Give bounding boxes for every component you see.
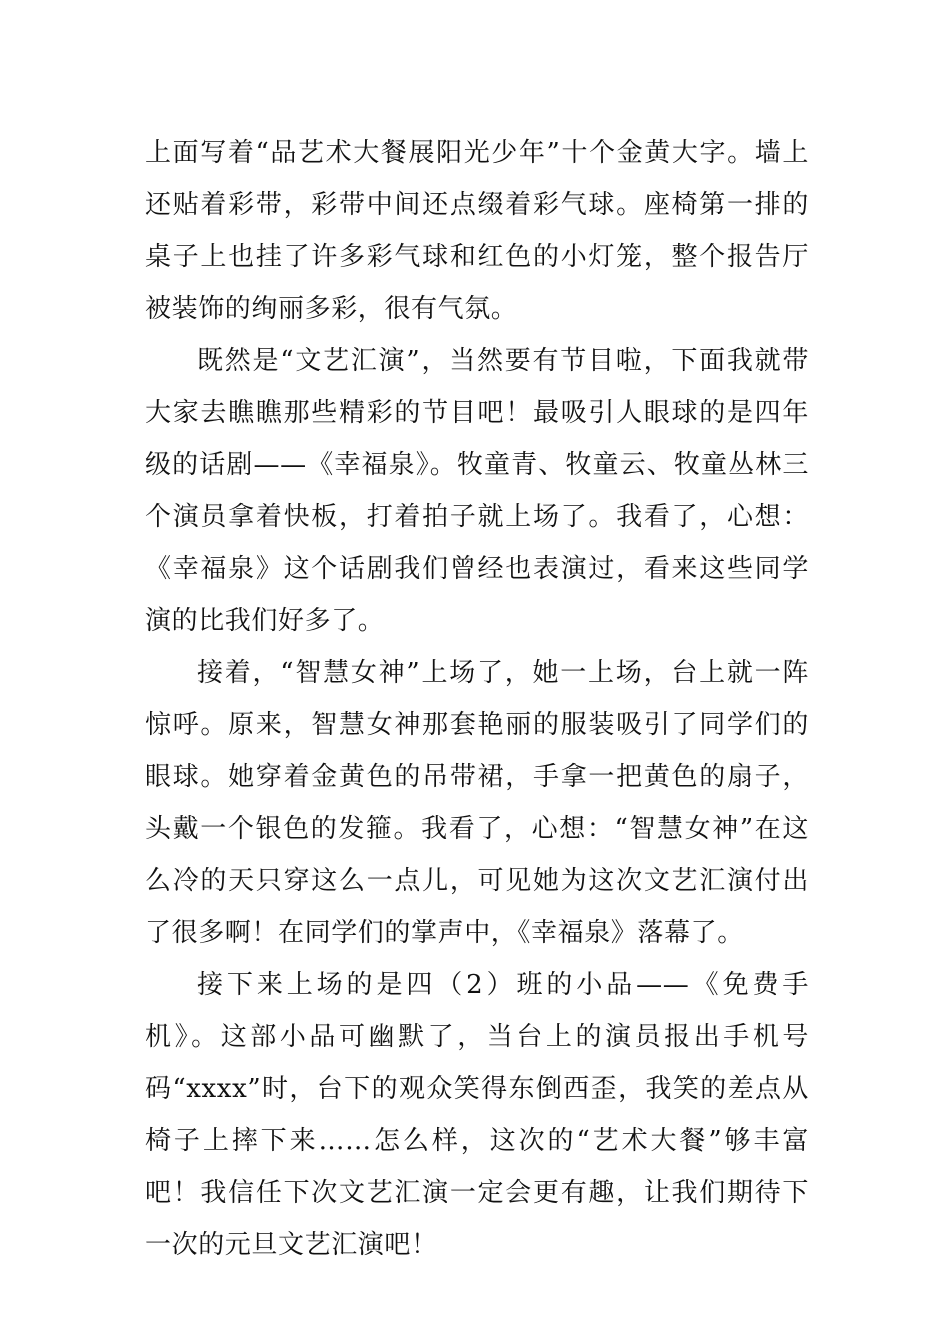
paragraph: 既然是“文艺汇演”，当然要有节目啦，下面我就带大家去瞧瞧那些精彩的节目吧！最吸引人眼球的是四年级的话剧——《幸福泉》。牧童青、牧童云、牧童丛林三个演员拿着快板，打着拍子就上场了。我看了，心想：《幸福泉》这个话剧我们曾经也表演过，看来这些同学演的比我们好多了。 (145, 346, 809, 636)
paragraph-continuation: 上面写着“品艺术大餐展阳光少年”十个金黄大字。墙上还贴着彩带，彩带中间还点缀着彩气球。座椅第一排的桌子上也挂了许多彩气球和红色的小灯笼，整个报告厅被装饰的绚丽多彩，很有气氛。 (145, 138, 809, 324)
paragraph: 接着，“智慧女神”上场了，她一上场，台上就一阵惊呼。原来，智慧女神那套艳丽的服装吸引了同学们的眼球。她穿着金黄色的吊带裙，手拿一把黄色的扇子，头戴一个银色的发箍。我看了，心想：“智慧女神”在这么冷的天只穿这么一点儿，可见她为这次文艺汇演付出了很多啊！在同学们的掌声中，《幸福泉》落幕了。 (145, 658, 809, 948)
document-body (145, 127, 809, 1271)
paragraph: 接下来上场的是四（2）班的小品——《免费手机》。这部小品可幽默了，当台上的演员报出手机号码“xxxx”时，台下的观众笑得东倒西歪，我笑的差点从椅子上摔下来……怎么样，这次的“艺术大餐”够丰富吧！我信任下次文艺汇演一定会更有趣，让我们期待下一次的元旦文艺汇演吧！ (145, 970, 809, 1260)
